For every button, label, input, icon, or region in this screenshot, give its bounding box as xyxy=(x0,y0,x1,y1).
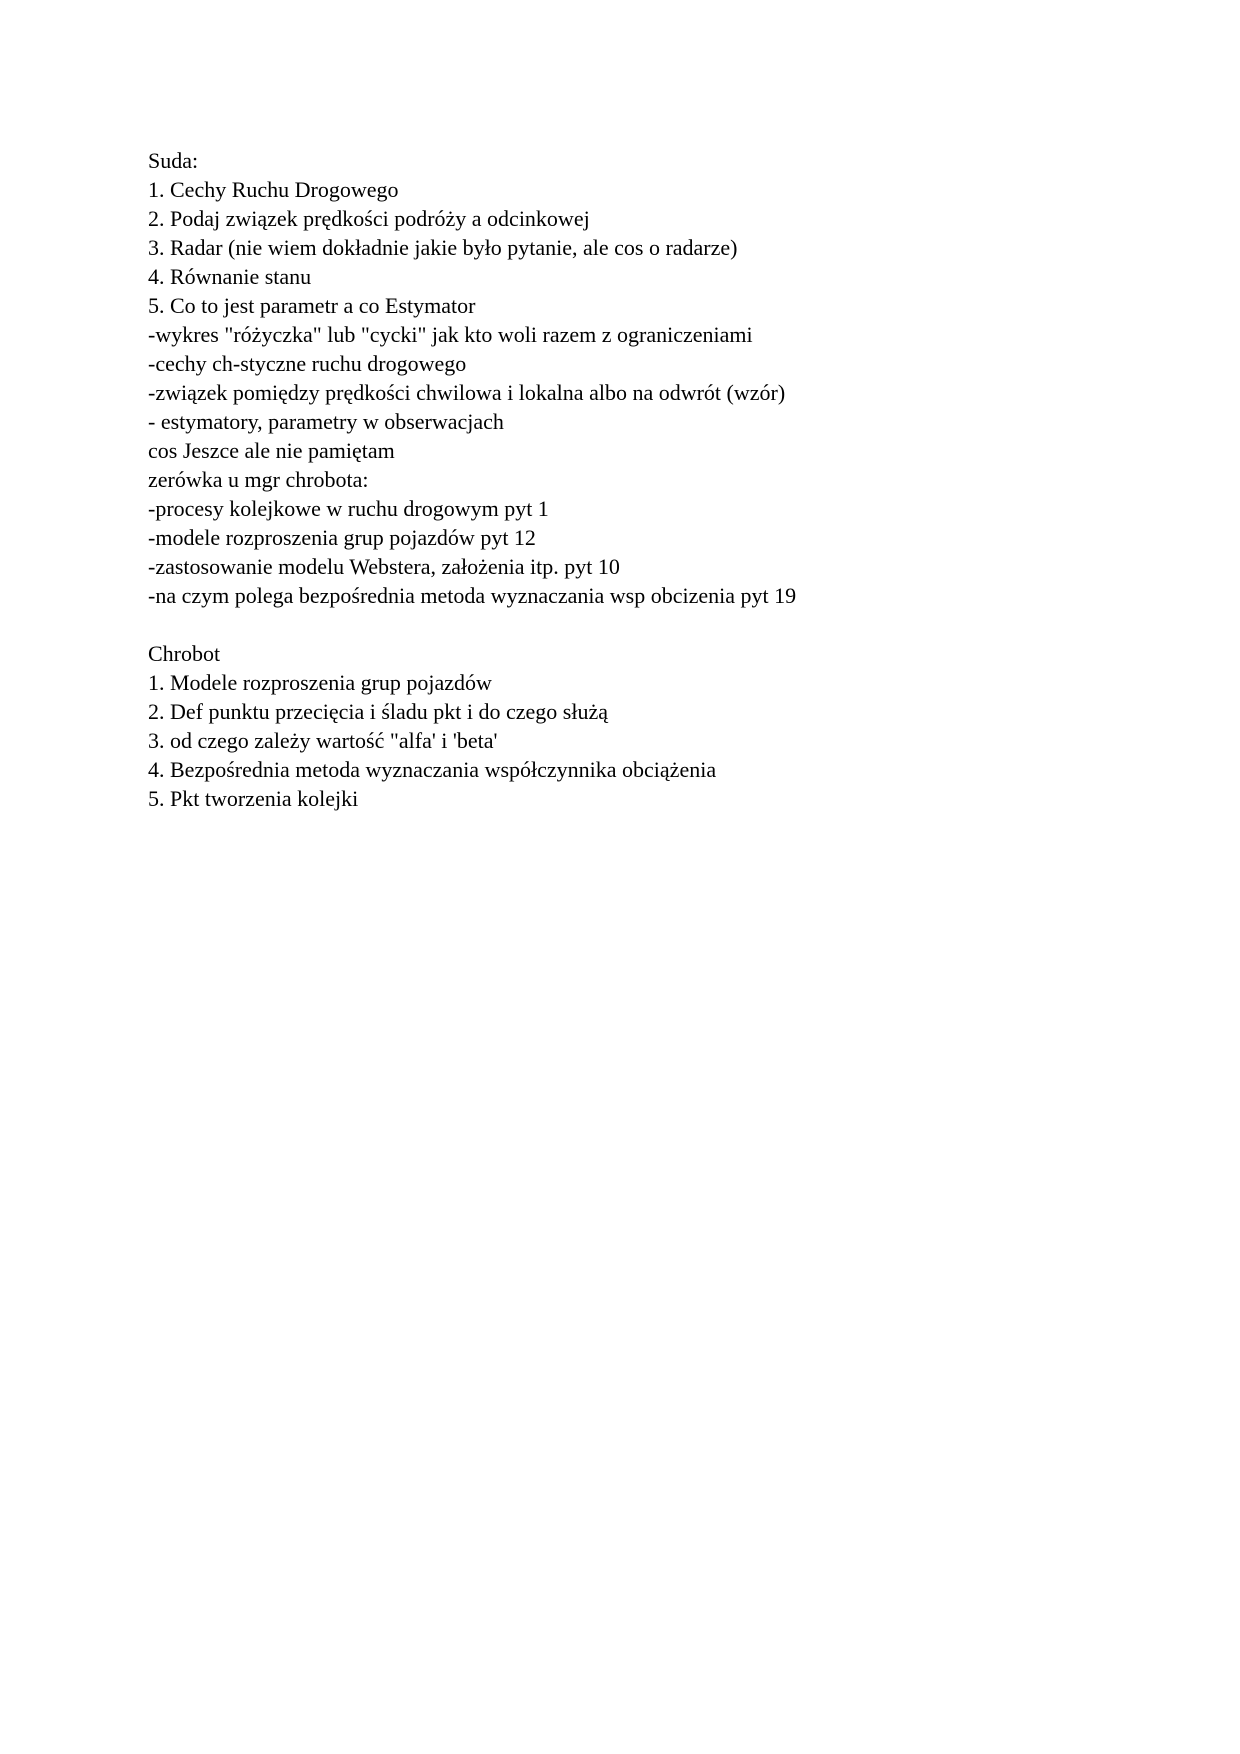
text-line: 3. od czego zależy wartość "alfa' i 'beta' xyxy=(148,728,498,753)
text-line: 1. Cechy Ruchu Drogowego xyxy=(148,177,399,202)
text-line: cos Jeszce ale nie pamiętam xyxy=(148,438,395,463)
text-line: - estymatory, parametry w obserwacjach xyxy=(148,409,504,434)
section-heading-suda: Suda: xyxy=(148,148,199,173)
text-line: -na czym polega bezpośrednia metoda wyznaczania wsp obcizenia pyt 19 xyxy=(148,583,797,608)
blank-line xyxy=(148,610,1148,639)
text-line: 1. Modele rozproszenia grup pojazdów xyxy=(148,670,492,695)
text-line: 5. Co to jest parametr a co Estymator xyxy=(148,293,476,318)
text-line: -cechy ch-styczne ruchu drogowego xyxy=(148,351,467,376)
text-line: 5. Pkt tworzenia kolejki xyxy=(148,786,359,811)
text-line: 4. Bezpośrednia metoda wyznaczania współczynnika obciążenia xyxy=(148,757,717,782)
text-line: -zastosowanie modelu Webstera, założenia itp. pyt 10 xyxy=(148,554,620,579)
text-line: -procesy kolejkowe w ruchu drogowym pyt 1 xyxy=(148,496,549,521)
text-line: -modele rozproszenia grup pojazdów pyt 12 xyxy=(148,525,536,550)
section-heading-chrobot: Chrobot xyxy=(148,641,221,666)
text-line: 4. Równanie stanu xyxy=(148,264,312,289)
text-line: 3. Radar (nie wiem dokładnie jakie było pytanie, ale cos o radarze) xyxy=(148,235,738,260)
text-line: -wykres "różyczka" lub "cycki" jak kto woli razem z ograniczeniami xyxy=(148,322,753,347)
text-line: -związek pomiędzy prędkości chwilowa i lokalna albo na odwrót (wzór) xyxy=(148,380,786,405)
text-line: 2. Def punktu przecięcia i śladu pkt i do czego służą xyxy=(148,699,609,724)
document-text xyxy=(148,146,1148,813)
text-line: zerówka u mgr chrobota: xyxy=(148,467,369,492)
text-line: 2. Podaj związek prędkości podróży a odcinkowej xyxy=(148,206,590,231)
